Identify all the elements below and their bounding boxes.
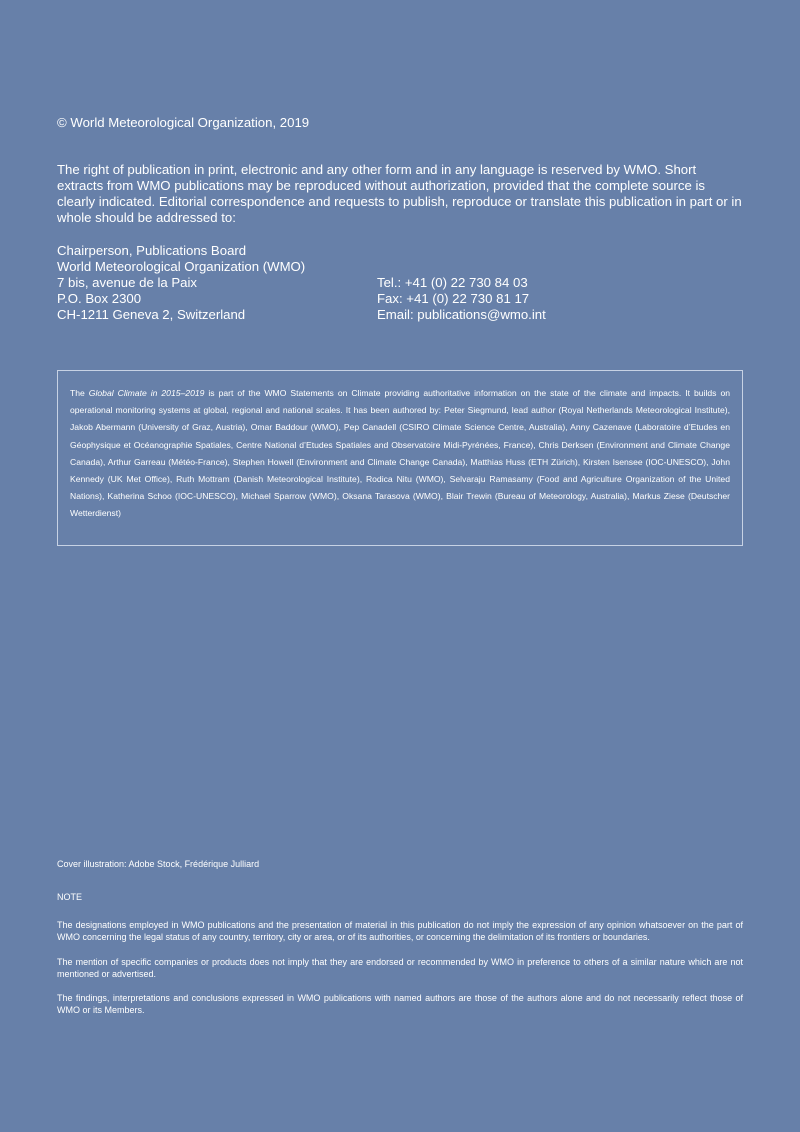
address-line: 7 bis, avenue de la Paix bbox=[57, 275, 198, 290]
report-title: Global Climate in 2015–2019 bbox=[88, 388, 205, 398]
note-heading: NOTE bbox=[57, 892, 83, 902]
postal-address bbox=[57, 243, 305, 323]
disclaimer-paragraph: The designations employed in WMO publications and the presentation of material in this publication do not imply the expression of any opinion whatsoever on the part of WMO concerning the legal status of any country, territory, city or area, or of its authorities, or concerning the delimitation of its frontiers or boundaries. bbox=[57, 920, 743, 943]
disclaimer-paragraph: The mention of specific companies or products does not imply that they are endorsed or recommended by WMO in preference to others of a similar nature which are not mentioned or advertised. bbox=[57, 956, 743, 979]
cover-illustration-credit: Cover illustration: Adobe Stock, Frédérique Julliard bbox=[57, 859, 260, 869]
telephone: Tel.: +41 (0) 22 730 84 03 bbox=[377, 275, 528, 290]
disclaimers bbox=[57, 919, 743, 1029]
address-line: P.O. Box 2300 bbox=[57, 291, 142, 306]
fax: Fax: +41 (0) 22 730 81 17 bbox=[377, 291, 530, 306]
copyright-notice: © World Meteorological Organization, 2019 bbox=[57, 115, 310, 130]
contact-details bbox=[377, 275, 546, 323]
authors-body: is part of the WMO Statements on Climate providing authoritative information on the state of the climate and impacts. It builds on operational monitoring systems at global, regional and national scales. It has been authored by: Peter Siegmund, lead author (Royal Netherlands Meteorological Institute), Jakob Abermann (University of Graz, Austria), Omar Baddour (WMO), Pep Canadell (CSIRO Climate Science Centre, Australia), Anny Cazenave (Laboratoire d’Etudes en Géophysique et Océanographie Spatiales, Centre National d’Etudes Spatiales and Observatoire Midi-Pyrénées, France), Chris Derksen (Environment and Climate Change Canada), Arthur Garreau (Météo-France), Stephen Howell (Environment and Climate Change Canada), Matthias Huss (ETH Zürich), Kirsten Isensee (IOC-UNESCO), John Kennedy (UK Met Office), Ruth Mottram (Danish Meteorological Institute), Rodica Nitu (WMO), Selvaraju Ramasamy (Food and Agriculture Organization of the United Nations), Katherina Schoo (IOC-UNESCO), Michael Sparrow (WMO), Oksana Tarasova (WMO), Blair Trewin (Bureau of Meteorology, Australia), Markus Ziese (Deutscher Wetterdienst) bbox=[70, 388, 731, 519]
address-line: Chairperson, Publications Board bbox=[57, 243, 247, 258]
address-line: World Meteorological Organization (WMO) bbox=[57, 259, 306, 274]
disclaimer-paragraph: The findings, interpretations and conclusions expressed in WMO publications with named authors are those of the authors alone and do not necessarily reflect those of WMO or its Members. bbox=[57, 993, 743, 1016]
authors-prefix: The bbox=[70, 388, 89, 398]
authors-statement-box bbox=[57, 370, 743, 546]
publication-rights-text: The right of publication in print, electronic and any other form and in any language is reserved by WMO. Short extracts from WMO publications may be reproduced without authorization, provided that the complete source is clearly indicated. Editorial correspondence and requests to publish, reproduce or translate this publication in part or in whole should be addressed to: bbox=[57, 162, 742, 225]
email-link[interactable]: Email: publications@wmo.int bbox=[377, 307, 546, 322]
address-line: CH-1211 Geneva 2, Switzerland bbox=[57, 307, 246, 322]
